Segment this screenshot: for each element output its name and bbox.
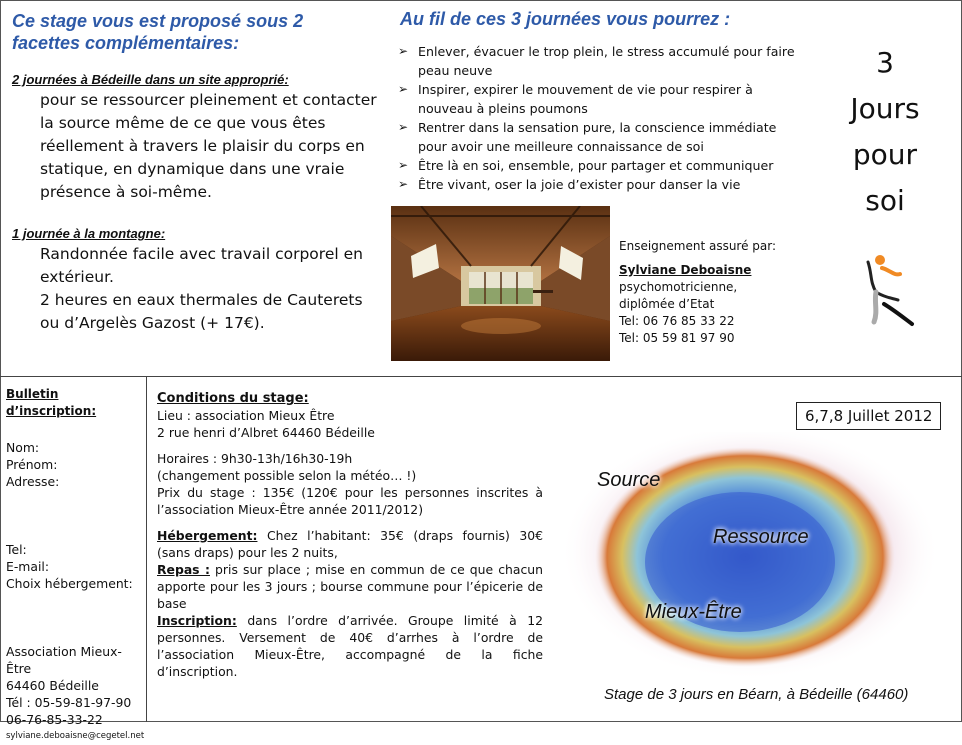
hebergement-text: Hébergement: Chez l’habitant: 35€ (draps fournis) 30€ (sans draps) pour les 2 nuits, bbox=[157, 528, 543, 560]
repas-label: Repas : bbox=[157, 562, 210, 577]
inscription-text: Inscription: dans l’ordre d’arrivée. Groupe limité à 12 personnes. Versement de 40€ d’arrhes à l’ordre de l’association Mieux-Être, accompagné de la fiche d’inscription. bbox=[157, 613, 543, 679]
bulletin-divider bbox=[146, 377, 147, 722]
horaires-line-1: Horaires : 9h30-13h/16h30-19h bbox=[157, 451, 353, 466]
dancer-logo-icon bbox=[860, 252, 920, 332]
assoc-city: 64460 Bédeille bbox=[6, 678, 99, 693]
assoc-phone: Tél : 05-59-81-97-90 bbox=[6, 695, 132, 710]
teacher-block bbox=[619, 238, 799, 347]
caption: Stage de 3 jours en Béarn, à Bédeille (64460) bbox=[604, 686, 909, 703]
date-box: 6,7,8 Juillet 2012 bbox=[796, 402, 941, 430]
field-adresse: Adresse: bbox=[6, 474, 60, 489]
assoc-email: sylviane.deboaisne@cegetel.net bbox=[6, 731, 145, 741]
arrow-bullet-icon: ➢ bbox=[398, 120, 409, 134]
field-nom: Nom: bbox=[6, 440, 40, 455]
text-thermes: 2 heures en eaux thermales de Cauterets ou d’Argelès Gazost (+ 17€). bbox=[40, 291, 363, 332]
arrow-bullet-icon: ➢ bbox=[398, 158, 409, 172]
bulletin-title: Bulletin d’inscription: bbox=[6, 387, 97, 418]
title-line: pour bbox=[852, 138, 918, 171]
title-line: Jours bbox=[850, 92, 920, 125]
word-mieux-etre: Mieux-Être bbox=[645, 601, 742, 623]
teacher-phone-1: Tel: 06 76 85 33 22 bbox=[619, 314, 735, 328]
prix-text: Prix du stage : 135€ (120€ pour les personnes inscrites à l’association Mieux-Être année 2011/2012) bbox=[157, 485, 543, 517]
list-item: ➢ Être vivant, oser la joie d’exister pour danser la vie bbox=[398, 177, 741, 192]
arrow-bullet-icon: ➢ bbox=[398, 44, 409, 58]
field-tel: Tel: bbox=[6, 542, 27, 557]
word-ressource: Ressource bbox=[713, 526, 809, 548]
title-line: soi bbox=[865, 184, 905, 217]
teacher-phone-2: Tel: 05 59 81 97 90 bbox=[619, 331, 735, 345]
section-divider bbox=[0, 376, 962, 377]
benefits-heading: Au fil de ces 3 journées vous pourrez : bbox=[400, 9, 731, 29]
list-item: ➢ Enlever, évacuer le trop plein, le stress accumulé pour faire peau neuve bbox=[398, 44, 795, 78]
conditions-block bbox=[157, 390, 543, 680]
subheading-bedeille: 2 journées à Bédeille dans un site approprié: bbox=[12, 72, 289, 87]
title-block bbox=[820, 40, 950, 224]
hebergement-label: Hébergement: bbox=[157, 528, 258, 543]
assoc-mobile: 06-76-85-33-22 bbox=[6, 712, 103, 727]
assoc-name: Association Mieux-Être bbox=[6, 644, 122, 676]
text-bedeille: pour se ressourcer pleinement et contacter la source même de ce que vous êtes réellement à travers le plaisir du corps en statique, en dynamique dans une vraie présence à soi-même. bbox=[40, 91, 377, 201]
intro-heading: Ce stage vous est proposé sous 2 facettes complémentaires: bbox=[12, 11, 304, 53]
text-randonnee: Randonnée facile avec travail corporel en extérieur. bbox=[40, 245, 363, 286]
room-photo bbox=[391, 206, 610, 361]
teacher-role: psychomotricienne, bbox=[619, 280, 738, 294]
title-line: 3 bbox=[876, 46, 894, 79]
list-item: ➢ Inspirer, expirer le mouvement de vie pour respirer à nouveau à pleins poumons bbox=[398, 82, 753, 116]
teacher-diploma: diplômée d’Etat bbox=[619, 297, 715, 311]
arrow-bullet-icon: ➢ bbox=[398, 177, 409, 191]
field-prenom: Prénom: bbox=[6, 457, 58, 472]
teacher-label: Enseignement assuré par: bbox=[619, 239, 777, 253]
field-hebergement: Choix hébergement: bbox=[6, 576, 133, 591]
teacher-name: Sylviane Deboaisne bbox=[619, 263, 752, 277]
list-item: ➢ Rentrer dans la sensation pure, la conscience immédiate pour avoir une meilleure connaissance de soi bbox=[398, 120, 777, 154]
horaires-line-2: (changement possible selon la météo… !) bbox=[157, 468, 417, 483]
repas-text: Repas : pris sur place ; mise en commun de ce que chacun apporte pour les 3 jours ; bourse commune pour l’épicerie de base bbox=[157, 562, 543, 611]
lieu-line-2: 2 rue henri d’Albret 64460 Bédeille bbox=[157, 425, 375, 440]
benefits-list bbox=[398, 42, 798, 194]
field-email: E-mail: bbox=[6, 559, 50, 574]
word-source: Source bbox=[597, 469, 661, 491]
subheading-montagne: 1 journée à la montagne: bbox=[12, 226, 166, 241]
bulletin-block bbox=[6, 386, 144, 745]
list-item: ➢ Être là en soi, ensemble, pour partager et communiquer bbox=[398, 158, 774, 173]
arrow-bullet-icon: ➢ bbox=[398, 82, 409, 96]
conditions-title: Conditions du stage: bbox=[157, 391, 309, 406]
inscription-label: Inscription: bbox=[157, 613, 237, 628]
lieu-line-1: Lieu : association Mieux Être bbox=[157, 408, 335, 423]
